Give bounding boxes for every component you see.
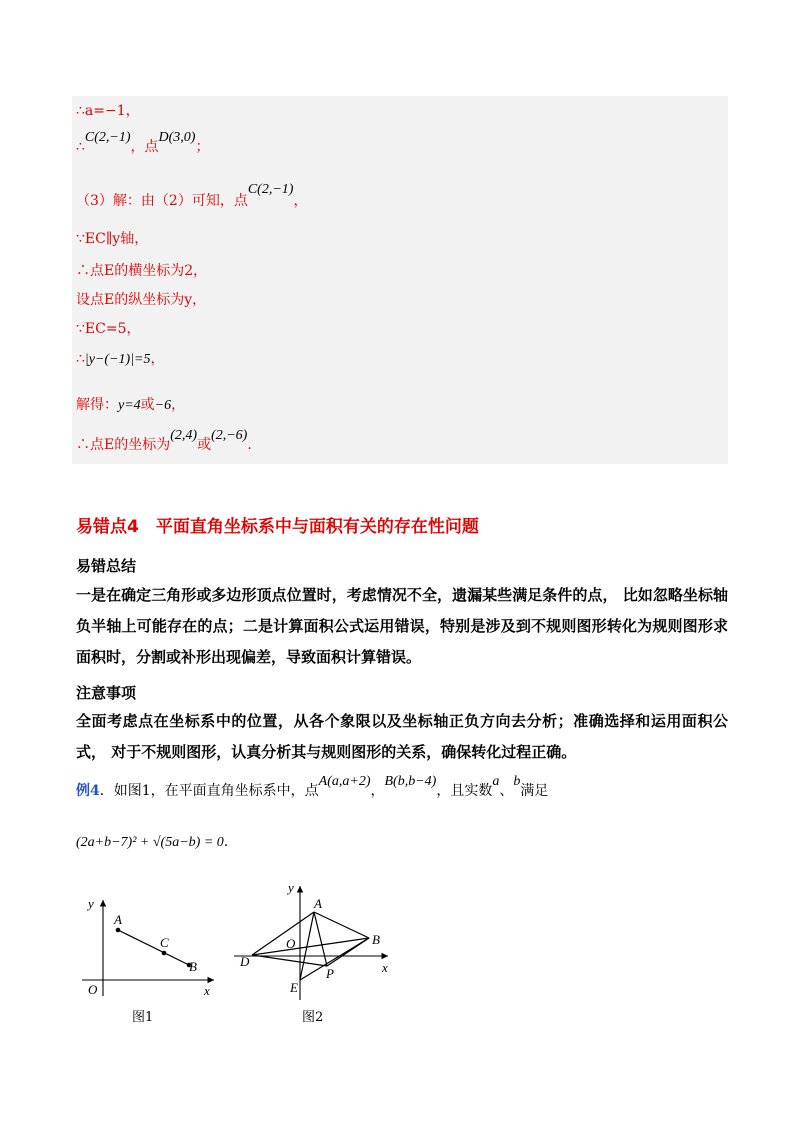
solution-line-6 bbox=[76, 289, 206, 309]
example-text: 、 bbox=[499, 783, 514, 799]
line-text: 解得： bbox=[76, 397, 118, 413]
therefore-symbol: ∴ bbox=[76, 351, 85, 367]
notes-text: 全面考虑点在坐标系中的位置，从各个象限以及坐标轴正负方向去分析；准确选择和运用面积公式， 对于不规则图形，认真分析其与规则图形的关系，确保转化过程正确。 bbox=[76, 712, 728, 761]
figure-1 bbox=[76, 892, 226, 1004]
var-a: a bbox=[492, 774, 500, 789]
line-text: ∴点E的横坐标为2， bbox=[76, 263, 208, 279]
solution-line-9 bbox=[76, 394, 185, 414]
solution-line-5 bbox=[76, 260, 207, 280]
figure-2 bbox=[230, 880, 400, 1004]
line-text: 或 bbox=[197, 437, 212, 453]
e-label: E bbox=[290, 980, 298, 995]
notes-title: 注意事项 bbox=[76, 684, 137, 702]
point-e-coord: (2,4) bbox=[170, 428, 198, 443]
figure-1-caption: 图1 bbox=[132, 1010, 154, 1025]
summary-title: 易错总结 bbox=[76, 557, 137, 575]
solution-line-8 bbox=[76, 348, 165, 368]
example-text: ，且实数 bbox=[436, 783, 493, 799]
origin-label: O bbox=[286, 936, 296, 951]
example-line bbox=[76, 774, 549, 800]
line-text: ∴a=−1， bbox=[76, 103, 140, 119]
example-label: 例4 bbox=[76, 783, 100, 799]
y-value: y=4 bbox=[118, 398, 141, 413]
x-label: x bbox=[204, 983, 210, 998]
p-label: P bbox=[326, 966, 334, 981]
line-text: . bbox=[247, 437, 252, 453]
line-text: ， bbox=[171, 397, 186, 413]
var-b: b bbox=[513, 774, 521, 789]
solution-line-3 bbox=[76, 182, 308, 210]
section-title: 易错点4 平面直角坐标系中与面积有关的存在性问题 bbox=[76, 517, 479, 537]
solution-line-1 bbox=[76, 100, 140, 120]
y-value: −6 bbox=[154, 398, 172, 413]
point-c-coord: C(2,−1) bbox=[84, 130, 131, 145]
solution-line-2 bbox=[76, 130, 210, 156]
example-text: ， bbox=[370, 783, 385, 799]
formula-text: (2a+b−7)² + √(5a−b) = 0 bbox=[76, 835, 224, 850]
point-d-coord: D(3,0) bbox=[158, 130, 196, 145]
line-text: ∵EC∥y轴， bbox=[76, 231, 149, 247]
formula-end: . bbox=[223, 834, 229, 850]
line-text: ， bbox=[150, 351, 165, 367]
abs-equation: |y−(−1)|=5 bbox=[84, 352, 151, 367]
b-label: B bbox=[372, 932, 380, 947]
x-label: x bbox=[382, 960, 388, 975]
point-e-coord: (2,−6) bbox=[211, 428, 248, 443]
line-text: 或 bbox=[140, 397, 155, 413]
summary-text: 一是在确定三角形或多边形顶点位置时，考虑情况不全，遗漏某些满足条件的点， 比如忽略坐标轴负半轴上可能存在的点；二是计算面积公式运用错误，特别是涉及到不规则图形转化为规则图形求面积时，分割或补形出现偏差，导致面积计算错误。 bbox=[76, 586, 728, 666]
segment-eb bbox=[300, 938, 369, 980]
c-label: C bbox=[160, 935, 169, 950]
point-a bbox=[116, 928, 121, 933]
segment-db bbox=[252, 938, 369, 955]
example-text: 满足 bbox=[520, 783, 549, 799]
d-label: D bbox=[240, 954, 250, 969]
point-b-expr: B(b,b−4) bbox=[384, 774, 437, 789]
therefore-symbol: ∴ bbox=[76, 139, 85, 155]
segment-ab bbox=[118, 930, 189, 965]
a-label: A bbox=[114, 912, 122, 927]
line-text: ∴点E的坐标为 bbox=[76, 437, 171, 453]
segment-dp bbox=[252, 955, 327, 966]
solution-line-7 bbox=[76, 318, 140, 338]
example-text: ．如图1，在平面直角坐标系中，点 bbox=[99, 783, 319, 799]
line-text: （3）解：由（2）可知，点 bbox=[76, 193, 248, 209]
y-label: y bbox=[88, 896, 94, 911]
segment-ab bbox=[314, 912, 369, 938]
segment-da bbox=[252, 912, 314, 955]
solution-line-4 bbox=[76, 228, 148, 248]
line-text: ∵EC=5， bbox=[76, 321, 141, 337]
condition-formula bbox=[76, 834, 228, 851]
solution-line-10 bbox=[76, 428, 252, 454]
point-c bbox=[162, 951, 167, 956]
y-label: y bbox=[288, 880, 294, 895]
point-c-coord: C(2,−1) bbox=[247, 182, 294, 197]
line-text: ，点 bbox=[130, 139, 159, 155]
point-a-expr: A(a,a+2) bbox=[318, 774, 371, 789]
line-text: ； bbox=[195, 139, 210, 155]
b-label: B bbox=[189, 959, 197, 974]
line-text: 设点E的纵坐标为y， bbox=[76, 292, 207, 308]
a-label: A bbox=[314, 896, 322, 911]
figure-2-caption: 图2 bbox=[302, 1010, 324, 1025]
segment-ap bbox=[314, 912, 327, 966]
line-text: ， bbox=[293, 193, 308, 209]
origin-label: O bbox=[88, 982, 98, 997]
